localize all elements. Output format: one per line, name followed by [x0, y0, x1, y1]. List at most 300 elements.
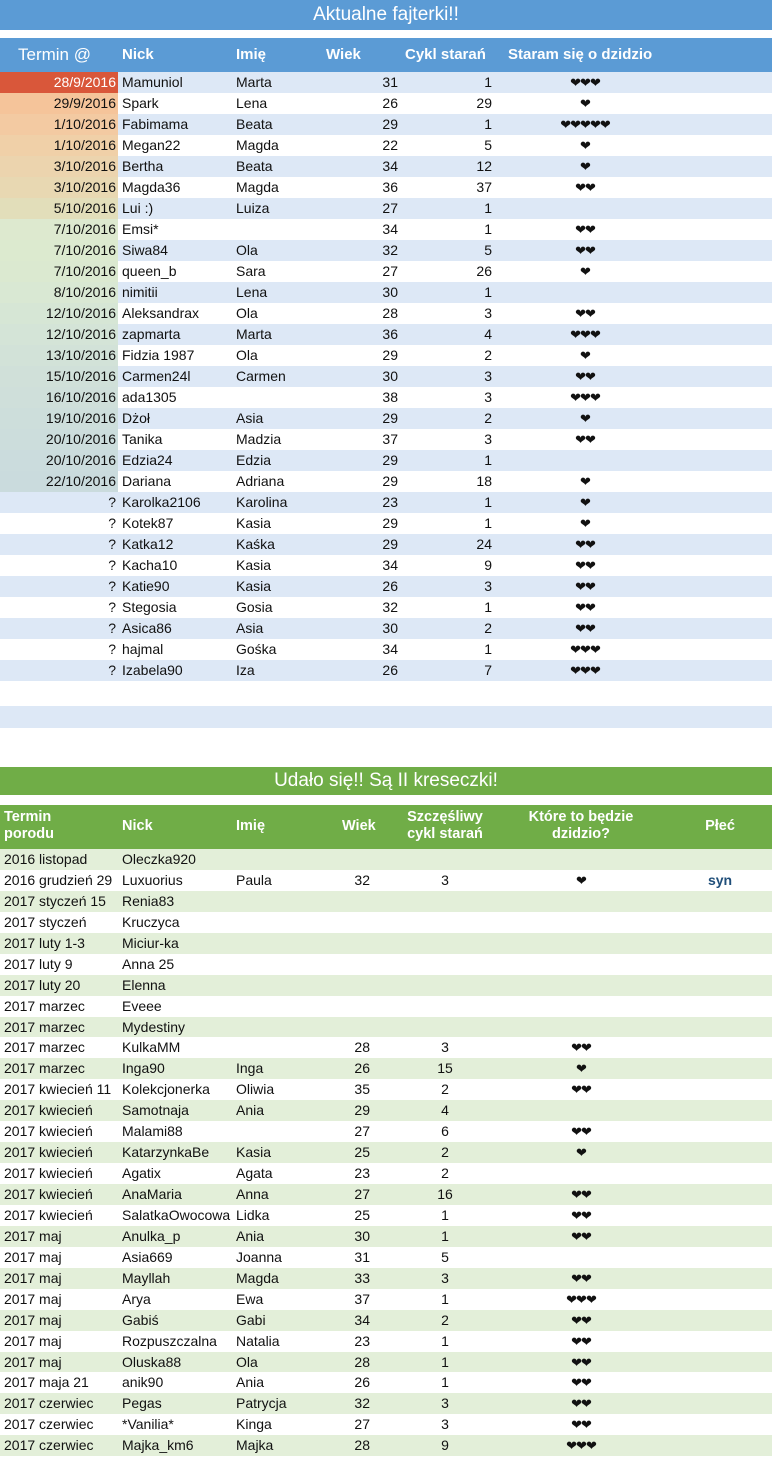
cell-hearts: ❤❤: [571, 1333, 591, 1349]
header-termin-line2: porodu: [4, 826, 54, 842]
cell-nick: Magda36: [122, 179, 181, 195]
cell-date: 3/10/2016: [0, 156, 118, 177]
cell-cyc: 16: [437, 1186, 453, 1202]
cell-nick: AnaMaria: [122, 1186, 182, 1202]
cell-cyc: 5: [441, 1248, 449, 1265]
cell-hearts: ❤: [580, 348, 590, 363]
cell-date: ?: [108, 557, 116, 573]
table-row: [0, 933, 772, 954]
cell-date: 13/10/2016: [0, 345, 118, 366]
cell-age: 26: [382, 95, 398, 111]
cell-nick: Kolekcjonerka: [122, 1081, 210, 1098]
table-row: [0, 1268, 772, 1289]
cell-age: 28: [382, 305, 398, 321]
cell-age: 32: [382, 599, 398, 615]
section2-header-row: [0, 805, 772, 849]
cell-age: 29: [382, 473, 398, 489]
cell-cyc: 9: [484, 557, 492, 573]
cell-hearts: ❤❤: [571, 1228, 591, 1244]
table-row: [0, 177, 772, 198]
cell-date: ?: [108, 641, 116, 657]
table-row: [0, 891, 772, 912]
cell-nick: Karolka2106: [122, 494, 201, 510]
cell-age: 26: [382, 578, 398, 594]
cell-cyc: 26: [476, 263, 492, 279]
cell-cyc: 9: [441, 1437, 449, 1454]
cell-date: 2017 maj: [4, 1311, 62, 1328]
table-row: [0, 156, 772, 177]
header-name: Imię: [236, 46, 267, 63]
cell-hearts: ❤❤: [575, 579, 595, 594]
cell-name: Oliwia: [236, 1081, 275, 1098]
cell-cyc: 24: [476, 536, 492, 552]
cell-nick: Gabiś: [122, 1311, 159, 1328]
cell-age: 36: [382, 326, 398, 342]
cell-age: 34: [382, 557, 398, 573]
cell-nick: KatarzynkaBe: [122, 1144, 210, 1161]
cell-cyc: 2: [484, 620, 492, 636]
cell-age: 25: [354, 1206, 370, 1223]
cell-date: 2017 luty 1-3: [4, 934, 85, 951]
table-row: [0, 975, 772, 996]
cell-age: 37: [382, 431, 398, 447]
cell-hearts: ❤❤: [571, 1354, 591, 1370]
cell-date: 2017 styczeń 15: [4, 892, 106, 909]
cell-date: 2017 maj: [4, 1353, 62, 1370]
cell-hearts: ❤❤❤: [570, 390, 600, 405]
cell-age: 29: [382, 410, 398, 426]
cell-nick: Oleczka920: [122, 851, 196, 867]
cell-hearts: ❤❤❤: [566, 1291, 596, 1307]
header-cycle-line1: Szczęśliwy: [407, 809, 483, 825]
section2-title: Udało się!! Są II kreseczki!: [0, 767, 772, 795]
cell-name: Marta: [236, 74, 272, 90]
cell-date: 2017 marzec: [4, 1060, 85, 1077]
table-row: [0, 1142, 772, 1163]
cell-cyc: 3: [441, 1395, 449, 1412]
cell-cyc: 4: [484, 326, 492, 342]
cell-age: 25: [354, 1144, 370, 1161]
cell-hearts: ❤❤: [575, 558, 595, 573]
cell-name: Kasia: [236, 557, 272, 573]
table-row: [0, 1435, 772, 1456]
cell-date: 12/10/2016: [0, 324, 118, 345]
table-row: [0, 240, 772, 261]
cell-nick: Anulka_p: [122, 1227, 181, 1244]
cell-age: 22: [382, 137, 398, 153]
cell-hearts: ❤❤: [571, 1375, 591, 1391]
cell-nick: Dariana: [122, 473, 172, 489]
cell-age: 27: [354, 1416, 370, 1433]
cell-cyc: 5: [484, 137, 492, 153]
cell-nick: Siwa84: [122, 242, 168, 258]
cell-age: 26: [354, 1060, 370, 1077]
cell-date: 22/10/2016: [0, 471, 118, 492]
table-row: [0, 1163, 772, 1184]
cell-cyc: 3: [484, 578, 492, 594]
cell-age: 28: [354, 1353, 370, 1370]
cell-cyc: 3: [441, 1269, 449, 1286]
table-row: [0, 1079, 772, 1100]
table-row: [0, 534, 772, 555]
cell-hearts: ❤❤: [575, 537, 595, 552]
cell-name: Agata: [236, 1165, 273, 1182]
cell-name: Kaśka: [236, 536, 275, 552]
table-row: [0, 492, 772, 513]
cell-nick: Asica86: [122, 620, 172, 636]
header-hearts: Staram się o dzidzio: [508, 46, 653, 63]
table-row: [0, 198, 772, 219]
cell-date: 2017 kwiecień: [4, 1123, 93, 1140]
cell-name: Iza: [236, 662, 255, 678]
cell-age: 34: [382, 158, 398, 174]
cell-date: ?: [108, 494, 116, 510]
cell-date: ?: [108, 515, 116, 531]
cell-hearts: ❤❤: [575, 600, 595, 615]
cell-name: Asia: [236, 620, 264, 636]
cell-nick: Eveee: [122, 997, 162, 1014]
cell-name: Edzia: [236, 452, 272, 468]
cell-hearts: ❤: [580, 411, 590, 426]
cell-name: Luiza: [236, 200, 270, 216]
cell-nick: Mydestiny: [122, 1018, 186, 1035]
table-row: [0, 660, 772, 681]
cell-hearts: ❤❤: [571, 1417, 591, 1433]
cell-cyc: 1: [484, 452, 492, 468]
table-row: [0, 639, 772, 660]
cell-name: Sara: [236, 263, 266, 279]
table-row: [0, 1310, 772, 1331]
cell-name: Marta: [236, 326, 272, 342]
header-which-line2: dzidzio?: [552, 826, 610, 842]
table-row: [0, 912, 772, 933]
cell-sex: syn: [707, 871, 733, 888]
table-row: [0, 1352, 772, 1373]
cell-nick: Majka_km6: [122, 1437, 194, 1454]
table-row: [0, 450, 772, 471]
table-row: [0, 324, 772, 345]
table-row: [0, 1058, 772, 1079]
cell-cyc: 3: [441, 1416, 449, 1433]
cell-name: Ola: [236, 347, 258, 363]
cell-date: 2017 marzec: [4, 1018, 85, 1035]
table-row: [0, 261, 772, 282]
table-row: [0, 114, 772, 135]
header-nick: Nick: [122, 818, 153, 834]
cell-nick: Izabela90: [122, 662, 183, 678]
cell-hearts: ❤: [580, 138, 590, 153]
cell-nick: queen_b: [122, 263, 177, 279]
cell-age: 34: [382, 641, 398, 657]
cell-name: Lena: [236, 284, 268, 300]
table-row: [0, 618, 772, 639]
cell-hearts: ❤❤: [575, 432, 595, 447]
cell-age: 32: [382, 242, 398, 258]
cell-cyc: 37: [476, 179, 492, 195]
cell-date: 1/10/2016: [0, 135, 118, 156]
cell-cyc: 1: [441, 1290, 449, 1307]
cell-cyc: 1: [441, 1353, 449, 1370]
cell-date: 28/9/2016: [0, 72, 118, 93]
cell-name: Patrycja: [236, 1395, 287, 1412]
cell-age: 27: [354, 1186, 370, 1202]
cell-hearts: ❤: [576, 1145, 586, 1161]
cell-cyc: 1: [484, 599, 492, 615]
cell-name: Kasia: [236, 1144, 272, 1161]
cell-nick: Inga90: [122, 1060, 165, 1077]
cell-cyc: 1: [441, 1332, 449, 1349]
cell-name: Asia: [236, 410, 264, 426]
cell-cyc: 7: [484, 662, 492, 678]
section1-title: Aktualne fajterki!!: [0, 0, 772, 30]
cell-hearts: ❤: [580, 96, 590, 111]
cell-date: 2017 kwiecień: [4, 1102, 93, 1119]
cell-name: Gośka: [236, 641, 277, 657]
header-termin: Termin @: [18, 45, 91, 64]
cell-nick: *Vanilia*: [122, 1416, 174, 1433]
table-row: [0, 555, 772, 576]
cell-nick: Emsi*: [122, 221, 159, 237]
cell-date: 2017 maja 21: [4, 1374, 89, 1391]
cell-age: 33: [354, 1269, 370, 1286]
cell-nick: anik90: [122, 1374, 164, 1391]
table-row: [0, 996, 772, 1017]
cell-name: Majka: [236, 1437, 274, 1454]
cell-date: 16/10/2016: [0, 387, 118, 408]
cell-nick: Dżoł: [122, 410, 151, 426]
cell-hearts: ❤❤: [575, 369, 595, 384]
table-row: [0, 408, 772, 429]
cell-date: 2017 maj: [4, 1248, 62, 1265]
cell-hearts: ❤❤: [571, 1082, 591, 1098]
table-row: [0, 954, 772, 975]
cell-nick: Renia83: [122, 892, 175, 909]
table-row: [0, 1226, 772, 1247]
cell-age: 34: [382, 221, 398, 237]
table-row: [0, 870, 772, 891]
cell-hearts: ❤❤: [575, 621, 595, 636]
cell-nick: Malami88: [122, 1123, 183, 1140]
cell-date: 2017 kwiecień: [4, 1144, 93, 1161]
cell-nick: Bertha: [122, 158, 164, 174]
cell-nick: Fabimama: [122, 116, 189, 132]
cell-cyc: 1: [484, 74, 492, 90]
cell-hearts: ❤❤❤: [570, 642, 600, 657]
cell-hearts: ❤: [576, 1061, 586, 1077]
cell-nick: zapmarta: [122, 326, 181, 342]
cell-date: ?: [108, 578, 116, 594]
cell-name: Gabi: [236, 1311, 266, 1328]
cell-nick: Kacha10: [122, 557, 178, 573]
cell-age: 30: [382, 368, 398, 384]
cell-cyc: 1: [484, 200, 492, 216]
header-happy-cycle: [400, 809, 490, 843]
cell-date: 20/10/2016: [0, 429, 118, 450]
cell-age: 23: [382, 494, 398, 510]
cell-date: 2017 maj: [4, 1227, 62, 1244]
cell-date: ?: [108, 620, 116, 636]
cell-age: 23: [354, 1332, 370, 1349]
cell-age: 27: [382, 263, 398, 279]
cell-name: Carmen: [236, 368, 286, 384]
table-row: [0, 1100, 772, 1121]
cell-name: Magda: [236, 179, 279, 195]
cell-age: 38: [382, 389, 398, 405]
cell-nick: Pegas: [122, 1395, 162, 1412]
cell-nick: Stegosia: [122, 599, 177, 615]
cell-date: 1/10/2016: [0, 114, 118, 135]
table-row: [0, 366, 772, 387]
cell-age: 29: [382, 116, 398, 132]
cell-cyc: 1: [484, 221, 492, 237]
cell-cyc: 2: [484, 410, 492, 426]
cell-nick: Rozpuszczalna: [122, 1332, 217, 1349]
cell-date: 2017 styczeń: [4, 913, 87, 930]
cell-hearts: ❤❤: [571, 1270, 591, 1286]
cell-date: 5/10/2016: [0, 198, 118, 219]
header-termin-line1: Termin: [4, 809, 52, 825]
cell-nick: ada1305: [122, 389, 177, 405]
cell-age: 28: [354, 1039, 370, 1056]
cell-age: 37: [354, 1290, 370, 1307]
cell-hearts: ❤❤: [575, 180, 595, 195]
cell-date: 2017 maj: [4, 1269, 62, 1286]
header-age: Wiek: [326, 46, 361, 63]
cell-date: ?: [108, 662, 116, 678]
cell-date: 2017 luty 9: [4, 955, 73, 972]
cell-hearts: ❤❤: [571, 1040, 591, 1056]
cell-age: 34: [354, 1311, 370, 1328]
cell-nick: Kruczyca: [122, 913, 180, 930]
cell-cyc: 6: [441, 1123, 449, 1140]
cell-nick: Carmen24l: [122, 368, 191, 384]
cell-name: Ania: [236, 1374, 265, 1391]
cell-nick: Tanika: [122, 431, 163, 447]
cell-cyc: 2: [441, 1081, 449, 1098]
table-row: [0, 1331, 772, 1352]
cell-nick: Luxuorius: [122, 871, 183, 888]
cell-hearts: ❤: [580, 474, 590, 489]
cell-date: 2016 listopad: [4, 851, 88, 867]
cell-age: 29: [382, 536, 398, 552]
cell-name: Ola: [236, 242, 258, 258]
table-row: [0, 429, 772, 450]
cell-hearts: ❤❤: [571, 1312, 591, 1328]
cell-name: Lidka: [236, 1206, 270, 1223]
cell-date: 2017 kwiecień: [4, 1165, 93, 1182]
cell-date: ?: [108, 599, 116, 615]
cell-date: 2017 maj: [4, 1332, 62, 1349]
cell-cyc: 1: [484, 284, 492, 300]
cell-hearts: ❤❤: [575, 222, 595, 237]
cell-age: 29: [382, 452, 398, 468]
cell-nick: Oluska88: [122, 1353, 182, 1370]
cell-cyc: 3: [484, 305, 492, 321]
cell-name: Ania: [236, 1102, 265, 1119]
table-row: [0, 93, 772, 114]
cell-age: 27: [382, 200, 398, 216]
cell-hearts: ❤❤: [575, 306, 595, 321]
table-row: [0, 72, 772, 93]
header-cycle: Cykl starań: [405, 46, 486, 63]
table-row: [0, 1121, 772, 1142]
cell-date: 2016 grudzień 29: [4, 871, 113, 888]
cell-date: 2017 maj: [4, 1290, 62, 1307]
cell-date: 7/10/2016: [0, 219, 118, 240]
cell-name: Karolina: [236, 494, 288, 510]
section1-table: [0, 72, 772, 681]
cell-date: 29/9/2016: [0, 93, 118, 114]
header-which-line1: Które to będzie: [528, 809, 634, 825]
table-row: [0, 387, 772, 408]
table-row: [0, 1372, 772, 1393]
cell-age: 29: [382, 515, 398, 531]
cell-hearts: ❤: [580, 495, 590, 510]
table-row: [0, 576, 772, 597]
cell-nick: Mamuniol: [122, 74, 183, 90]
cell-age: 30: [354, 1227, 370, 1244]
cell-date: 15/10/2016: [0, 366, 118, 387]
cell-nick: Miciur-ka: [122, 934, 179, 951]
cell-nick: hajmal: [122, 641, 164, 657]
header-nick: Nick: [122, 46, 154, 63]
cell-nick: KulkaMM: [122, 1039, 181, 1056]
table-row: [0, 345, 772, 366]
cell-hearts: ❤❤: [571, 1187, 591, 1202]
cell-cyc: 1: [484, 515, 492, 531]
cell-date: 7/10/2016: [0, 240, 118, 261]
cell-name: Beata: [236, 116, 273, 132]
cell-age: 29: [354, 1102, 370, 1119]
cell-name: Beata: [236, 158, 273, 174]
table-row: [0, 1414, 772, 1435]
cell-date: 2017 kwiecień: [4, 1186, 93, 1202]
cell-name: Natalia: [236, 1332, 280, 1349]
section2-table: [0, 849, 772, 1456]
cell-date: 19/10/2016: [0, 408, 118, 429]
table-row: [0, 1247, 772, 1268]
cell-name: Gosia: [236, 599, 273, 615]
cell-date: 12/10/2016: [0, 303, 118, 324]
cell-nick: Arya: [122, 1290, 151, 1307]
cell-cyc: 3: [484, 389, 492, 405]
cell-cyc: 1: [484, 116, 492, 132]
cell-nick: Agatix: [122, 1165, 161, 1182]
cell-age: 35: [354, 1081, 370, 1098]
cell-nick: nimitii: [122, 284, 158, 300]
cell-nick: Edzia24: [122, 452, 173, 468]
cell-cyc: 2: [484, 347, 492, 363]
cell-date: 2017 kwiecień 11: [4, 1081, 112, 1098]
cell-nick: Aleksandrax: [122, 305, 200, 321]
table-row: [0, 282, 772, 303]
cell-name: Kasia: [236, 515, 272, 531]
table-row: [0, 1205, 772, 1226]
table-row: [0, 1184, 772, 1205]
cell-nick: Fidzia 1987: [122, 347, 195, 363]
cell-hearts: ❤❤: [571, 1124, 591, 1140]
cell-date: ?: [108, 536, 116, 552]
cell-cyc: 29: [476, 95, 492, 111]
cell-hearts: ❤❤❤: [570, 663, 600, 678]
cell-cyc: 3: [484, 368, 492, 384]
cell-cyc: 18: [476, 473, 492, 489]
cell-date: 2017 czerwiec: [4, 1437, 94, 1454]
cell-cyc: 4: [441, 1102, 449, 1119]
header-which-baby: [508, 809, 654, 843]
table-row: [0, 597, 772, 618]
cell-nick: Spark: [122, 95, 159, 111]
